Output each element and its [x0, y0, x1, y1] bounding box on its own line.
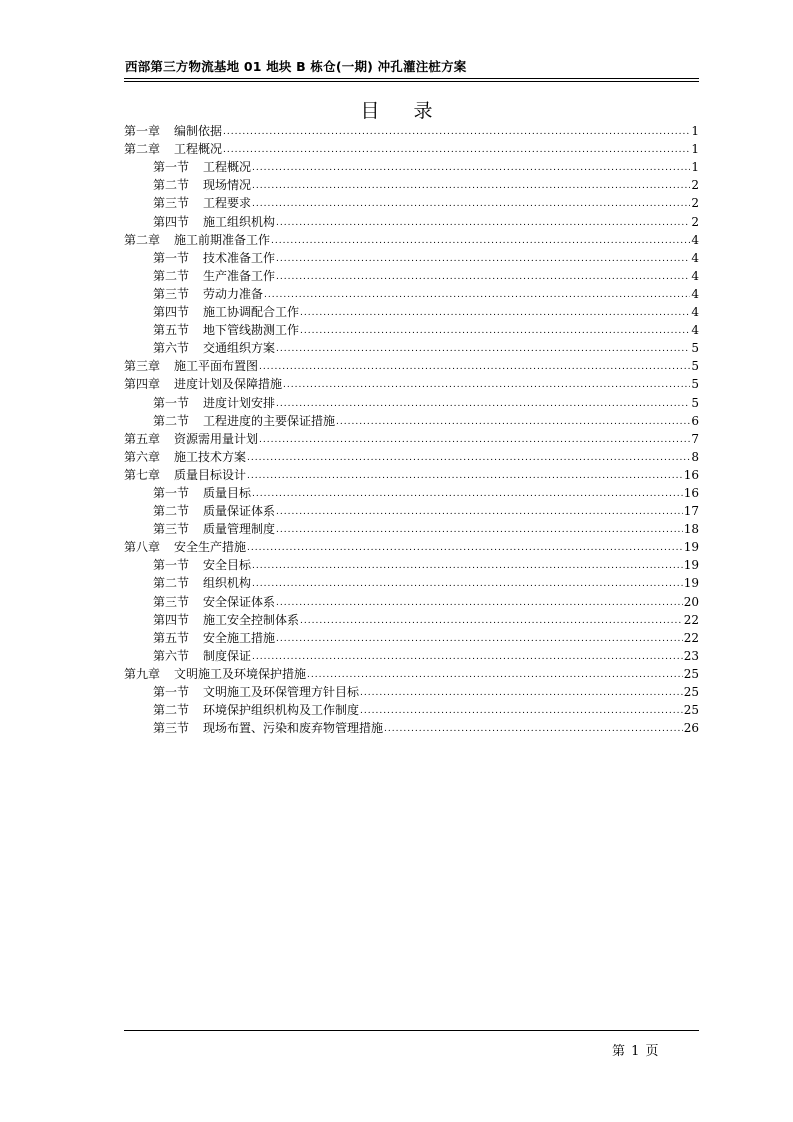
toc-dot-leader	[360, 687, 683, 699]
toc-entry-page: 18	[683, 522, 699, 537]
toc-entry[interactable]	[124, 717, 699, 735]
toc-entry-number: 第三节	[153, 286, 190, 301]
toc-entry-number: 第七章	[124, 467, 161, 482]
toc-entry-number: 第六节	[153, 341, 190, 356]
toc-entry-number: 第二节	[153, 413, 190, 428]
toc-entry[interactable]	[124, 681, 699, 699]
toc-entry-title: 施工前期准备工作	[174, 232, 271, 247]
header-rule-thin	[124, 81, 699, 82]
toc-entry[interactable]	[124, 428, 699, 446]
toc-entry-number: 第二节	[153, 178, 190, 193]
toc-entry-page: 4	[691, 232, 699, 247]
toc-entry-title: 现场布置、污染和废弃物管理措施	[203, 721, 384, 736]
toc-entry-page: 2	[691, 196, 699, 211]
toc-entry-number: 第一节	[153, 558, 190, 573]
toc-entry-title: 工程要求	[203, 196, 252, 211]
toc-entry[interactable]	[124, 210, 699, 228]
toc-dot-leader	[259, 361, 690, 373]
toc-dot-leader	[283, 379, 690, 391]
toc-entry-number: 第一节	[153, 485, 190, 500]
toc-entry[interactable]	[124, 627, 699, 645]
toc-entry-page: 4	[691, 323, 699, 338]
toc-dot-leader	[259, 434, 690, 446]
toc-heading: 目录	[360, 100, 467, 122]
toc-dot-leader	[252, 180, 690, 192]
footer-page-number: 第 1 页	[612, 1044, 660, 1059]
toc-entry[interactable]	[124, 464, 699, 482]
toc-entry-number: 第五节	[153, 323, 190, 338]
toc-entry-title: 施工安全控制体系	[203, 612, 300, 627]
toc-entry-page: 5	[691, 377, 699, 392]
toc-entry-page: 5	[691, 359, 699, 374]
toc-entry-title: 施工技术方案	[174, 449, 247, 464]
toc-entry[interactable]	[124, 337, 699, 355]
toc-entry-number: 第三节	[153, 721, 190, 736]
toc-entry-number: 第二节	[153, 268, 190, 283]
toc-entry-page: 19	[683, 540, 699, 555]
toc-entry-title: 质量管理制度	[203, 522, 276, 537]
toc-entry-title: 组织机构	[203, 576, 252, 591]
toc-dot-leader	[271, 235, 690, 247]
toc-entry-title: 工程进度的主要保证措施	[203, 413, 336, 428]
toc-dot-leader	[300, 307, 690, 319]
toc-entry-page: 4	[691, 268, 699, 283]
toc-dot-leader	[336, 416, 690, 428]
toc-entry-page: 22	[683, 630, 699, 645]
toc-entry[interactable]	[124, 518, 699, 536]
toc-dot-leader	[264, 289, 690, 301]
toc-dot-leader	[300, 325, 690, 337]
toc-dot-leader	[276, 597, 683, 609]
toc-entry-title: 进度计划及保障措施	[174, 377, 283, 392]
toc-entry-page: 4	[691, 305, 699, 320]
toc-entry-page: 19	[683, 558, 699, 573]
toc-entry-title: 安全保证体系	[203, 594, 276, 609]
toc-dot-leader	[276, 524, 683, 536]
toc-entry[interactable]	[124, 391, 699, 409]
toc-entry[interactable]	[124, 500, 699, 518]
toc-entry-page: 26	[683, 721, 699, 736]
toc-entry-number: 第四章	[124, 377, 161, 392]
toc-entry[interactable]	[124, 699, 699, 717]
toc-dot-leader	[276, 253, 690, 265]
toc-entry[interactable]	[124, 446, 699, 464]
toc-entry[interactable]	[124, 247, 699, 265]
toc-dot-leader	[247, 470, 683, 482]
toc-entry-title: 质量目标设计	[174, 467, 247, 482]
toc-entry-page: 16	[683, 485, 699, 500]
toc-entry-number: 第三节	[153, 522, 190, 537]
toc-entry-page: 5	[691, 395, 699, 410]
toc-entry-page: 23	[683, 648, 699, 663]
toc-dot-leader	[384, 723, 683, 735]
toc-entry[interactable]	[124, 536, 699, 554]
toc-entry-title: 施工协调配合工作	[203, 305, 300, 320]
toc-entry[interactable]	[124, 645, 699, 663]
toc-entry-page: 16	[683, 467, 699, 482]
toc-entry-title: 安全目标	[203, 558, 252, 573]
toc-entry-title: 施工组织机构	[203, 214, 276, 229]
toc-entry-title: 质量目标	[203, 485, 252, 500]
toc-entry-number: 第二章	[124, 232, 161, 247]
toc-entry-title: 现场情况	[203, 178, 252, 193]
toc-entry-number: 第二节	[153, 576, 190, 591]
toc-dot-leader	[223, 144, 690, 156]
toc-entry-number: 第五章	[124, 431, 161, 446]
toc-entry-page: 6	[691, 413, 699, 428]
toc-entry[interactable]	[124, 120, 699, 138]
toc-entry[interactable]	[124, 174, 699, 192]
toc-dot-leader	[276, 398, 690, 410]
toc-entry-number: 第四节	[153, 214, 190, 229]
toc-dot-leader	[247, 542, 683, 554]
header-rule	[124, 78, 699, 79]
toc-entry-title: 环境保护组织机构及工作制度	[203, 703, 360, 718]
toc-entry-page: 25	[683, 685, 699, 699]
toc-entry[interactable]	[124, 138, 699, 156]
toc-entry-number: 第一节	[153, 395, 190, 410]
toc-entry-page: 4	[691, 286, 699, 301]
toc-entry-title: 地下管线勘测工作	[203, 323, 300, 338]
toc-entry-title: 工程概况	[174, 142, 223, 157]
toc-entry-page: 17	[683, 504, 699, 519]
toc-entry-title: 技术准备工作	[203, 250, 276, 265]
toc-entry-number: 第三节	[153, 594, 190, 609]
toc-entry-title: 生产准备工作	[203, 268, 276, 283]
toc-dot-leader	[276, 217, 690, 229]
toc-dot-leader	[252, 488, 683, 500]
toc-entry-page: 25	[683, 666, 699, 681]
toc-dot-leader	[300, 615, 683, 627]
toc-entry-title: 施工平面布置图	[174, 359, 259, 374]
toc-entry[interactable]	[124, 554, 699, 572]
toc-entry[interactable]	[124, 410, 699, 428]
toc-entry-title: 编制依据	[174, 124, 223, 139]
toc-entry-title: 制度保证	[203, 648, 252, 663]
toc-entry-page: 25	[683, 703, 699, 718]
toc-entry[interactable]	[124, 590, 699, 608]
toc-entry-page: 1	[691, 160, 699, 175]
toc-entry-title: 交通组织方案	[203, 341, 276, 356]
table-of-contents	[124, 120, 699, 735]
toc-entry-number: 第一节	[153, 685, 190, 699]
toc-entry-page: 5	[691, 341, 699, 356]
toc-entry[interactable]	[124, 572, 699, 590]
toc-dot-leader	[360, 705, 683, 717]
toc-entry-page: 1	[691, 142, 699, 157]
toc-dot-leader	[276, 633, 683, 645]
toc-entry-page: 1	[691, 124, 699, 139]
toc-entry-number: 第一章	[124, 124, 161, 139]
toc-entry-page: 2	[691, 214, 699, 229]
toc-entry[interactable]	[124, 156, 699, 174]
toc-entry-page: 2	[691, 178, 699, 193]
toc-entry[interactable]	[124, 373, 699, 391]
toc-entry-page: 20	[683, 594, 699, 609]
toc-entry-number: 第二节	[153, 504, 190, 519]
toc-dot-leader	[252, 198, 690, 210]
document-header-title: 西部第三方物流基地 01 地块 B 栋仓(一期) 冲孔灌注桩方案	[125, 59, 467, 74]
toc-entry-title: 资源需用量计划	[174, 431, 259, 446]
toc-entry[interactable]	[124, 301, 699, 319]
toc-entry-number: 第四节	[153, 305, 190, 320]
toc-entry-title: 劳动力准备	[203, 286, 264, 301]
toc-entry-number: 第一节	[153, 250, 190, 265]
toc-entry-number: 第四节	[153, 612, 190, 627]
toc-dot-leader	[276, 343, 690, 355]
toc-dot-leader	[307, 669, 683, 681]
toc-dot-leader	[252, 651, 683, 663]
toc-entry-title: 文明施工及环保管理方针目标	[203, 685, 360, 699]
toc-entry-number: 第一节	[153, 160, 190, 175]
toc-entry-page: 19	[683, 576, 699, 591]
toc-entry[interactable]	[124, 283, 699, 301]
toc-entry-page: 7	[691, 431, 699, 446]
toc-dot-leader	[247, 452, 690, 464]
toc-entry-title: 安全施工措施	[203, 630, 276, 645]
toc-entry-title: 质量保证体系	[203, 504, 276, 519]
toc-dot-leader	[276, 506, 683, 518]
toc-entry-title: 文明施工及环境保护措施	[174, 666, 307, 681]
toc-entry-page: 4	[691, 250, 699, 265]
toc-dot-leader	[252, 560, 683, 572]
toc-entry-number: 第三章	[124, 359, 161, 374]
toc-dot-leader	[252, 578, 683, 590]
toc-entry[interactable]	[124, 265, 699, 283]
footer-rule	[124, 1030, 699, 1031]
toc-entry-number: 第九章	[124, 666, 161, 681]
toc-entry-title: 工程概况	[203, 160, 252, 175]
toc-entry-number: 第六节	[153, 648, 190, 663]
toc-entry[interactable]	[124, 229, 699, 247]
toc-entry[interactable]	[124, 319, 699, 337]
toc-entry-title: 安全生产措施	[174, 540, 247, 555]
toc-entry-number: 第二章	[124, 142, 161, 157]
toc-entry[interactable]	[124, 482, 699, 500]
toc-entry-page: 8	[691, 449, 699, 464]
toc-entry-number: 第八章	[124, 540, 161, 555]
toc-entry-title: 进度计划安排	[203, 395, 276, 410]
toc-entry[interactable]	[124, 609, 699, 627]
toc-entry[interactable]	[124, 192, 699, 210]
toc-entry-page: 22	[683, 612, 699, 627]
toc-dot-leader	[223, 126, 690, 138]
toc-entry-number: 第五节	[153, 630, 190, 645]
toc-dot-leader	[252, 162, 690, 174]
toc-dot-leader	[276, 271, 690, 283]
toc-entry-number: 第六章	[124, 449, 161, 464]
toc-entry[interactable]	[124, 355, 699, 373]
toc-entry-number: 第三节	[153, 196, 190, 211]
toc-entry[interactable]	[124, 663, 699, 681]
toc-entry-number: 第二节	[153, 703, 190, 718]
